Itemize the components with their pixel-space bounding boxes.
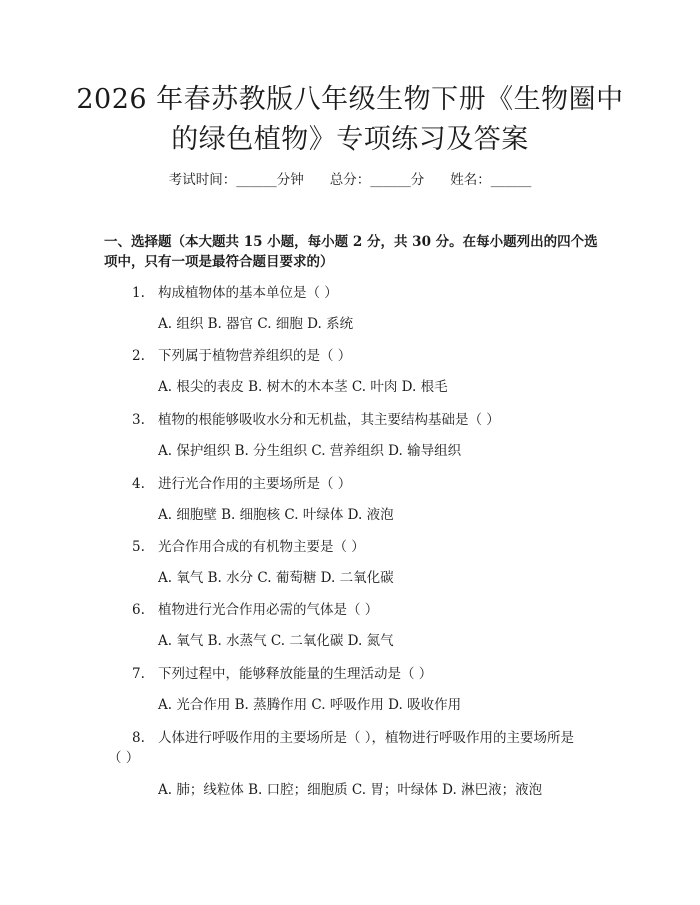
question-3-options: A. 保护组织 B. 分生组织 C. 营养组织 D. 输导组织 <box>158 443 462 459</box>
document-title-line-1: 2026 年春苏教版八年级生物下册《生物圈中 <box>76 84 624 115</box>
question-text: 进行光合作用的主要场所是（ ） <box>158 476 352 492</box>
question-6-options: A. 氧气 B. 水蒸气 C. 二氧化碳 D. 氮气 <box>158 633 394 649</box>
question-number: 5. <box>132 539 145 555</box>
question-text: 下列过程中，能够释放能量的生理活动是（ ） <box>158 666 433 682</box>
question-number: 1. <box>132 285 145 301</box>
question-number: 8. <box>132 730 145 746</box>
section-heading <box>104 232 608 272</box>
question-text: 下列属于植物营养组织的是（ ） <box>158 348 352 364</box>
question-number: 6. <box>132 602 145 618</box>
question-5-options: A. 氧气 B. 水分 C. 葡萄糖 D. 二氧化碳 <box>158 570 394 586</box>
question-text: 光合作用合成的有机物主要是（ ） <box>158 539 365 555</box>
document-title-line-2: 的绿色植物》专项练习及答案 <box>171 124 529 155</box>
section-heading-line-2: 项中，只有一项是最符合题目要求的） <box>104 254 334 270</box>
question-1-options: A. 组织 B. 器官 C. 细胞 D. 系统 <box>158 316 354 332</box>
question-text: 人体进行呼吸作用的主要场所是（ ），植物进行呼吸作用的主要场所是 <box>158 730 575 746</box>
question-text: 植物进行光合作用必需的气体是（ ） <box>158 602 379 618</box>
total-score-field: 总分：______分 <box>329 172 425 188</box>
exam-time-field: 考试时间：______分钟 <box>168 172 304 188</box>
question-text: 植物的根能够吸收水分和无机盐，其主要结构基础是（ ） <box>158 412 500 428</box>
question-number: 4. <box>132 476 145 492</box>
name-field: 姓名：______ <box>450 172 532 188</box>
section-heading-line-1: 一、选择题（本大题共 15 小题，每小题 2 分，共 30 分。在每小题列出的四个选 <box>104 234 598 250</box>
question-text-continuation: （ ） <box>108 750 140 766</box>
question-4-options: A. 细胞壁 B. 细胞核 C. 叶绿体 D. 液泡 <box>158 507 394 523</box>
question-7-options: A. 光合作用 B. 蒸腾作用 C. 呼吸作用 D. 吸收作用 <box>158 697 462 713</box>
question-text: 构成植物体的基本单位是（ ） <box>158 285 338 301</box>
question-number: 3. <box>132 412 145 428</box>
question-number: 2. <box>132 348 145 364</box>
question-8-options: A. 肺；线粒体 B. 口腔；细胞质 C. 胃；叶绿体 D. 淋巴液；液泡 <box>158 782 543 798</box>
question-2-options: A. 根尖的表皮 B. 树木的木本茎 C. 叶肉 D. 根毛 <box>158 379 448 395</box>
exam-info <box>0 168 700 188</box>
question-number: 7. <box>132 666 145 682</box>
